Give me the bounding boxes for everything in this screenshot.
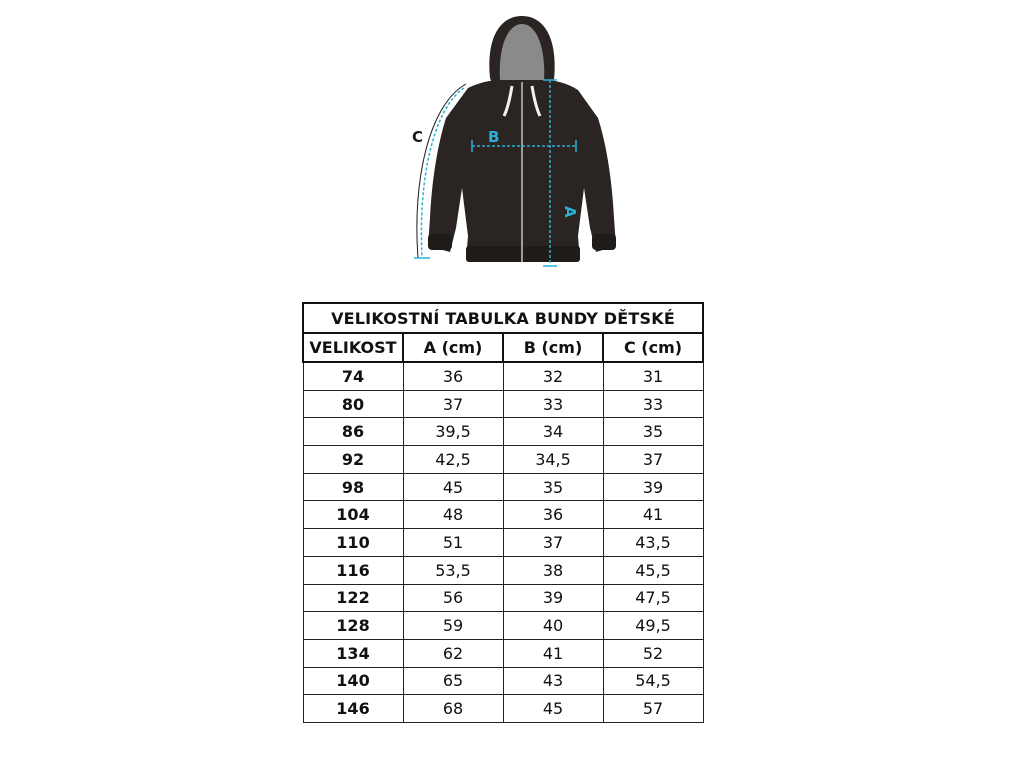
b-cell: 43 [503,667,603,695]
measure-b-label: B [488,128,500,146]
a-cell: 65 [403,667,503,695]
c-cell: 31 [603,362,703,390]
a-cell: 36 [403,362,503,390]
b-cell: 32 [503,362,603,390]
b-cell: 41 [503,639,603,667]
c-cell: 57 [603,695,703,723]
table-row [303,667,703,695]
jacket-illustration [400,8,630,270]
table-body [303,362,703,722]
a-cell: 68 [403,695,503,723]
size-cell: 74 [303,362,403,390]
b-cell: 45 [503,695,603,723]
b-cell: 36 [503,501,603,529]
b-cell: 35 [503,473,603,501]
table-row [303,390,703,418]
header-a-cm: A (cm) [403,333,503,362]
c-cell: 33 [603,390,703,418]
b-cell: 39 [503,584,603,612]
table-row [303,473,703,501]
table-row [303,446,703,474]
c-cell: 39 [603,473,703,501]
b-cell: 34,5 [503,446,603,474]
size-cell: 104 [303,501,403,529]
jacket-diagram [400,8,630,270]
c-cell: 41 [603,501,703,529]
a-cell: 42,5 [403,446,503,474]
a-cell: 53,5 [403,556,503,584]
right-cuff [592,234,616,250]
b-cell: 34 [503,418,603,446]
c-cell: 35 [603,418,703,446]
size-cell: 110 [303,529,403,557]
size-cell: 98 [303,473,403,501]
table-row [303,584,703,612]
c-cell: 45,5 [603,556,703,584]
table-row [303,639,703,667]
table-row [303,612,703,640]
c-cell: 47,5 [603,584,703,612]
table-row [303,556,703,584]
left-cuff [428,234,452,250]
size-cell: 140 [303,667,403,695]
c-cell: 37 [603,446,703,474]
a-cell: 45 [403,473,503,501]
c-cell: 49,5 [603,612,703,640]
a-cell: 48 [403,501,503,529]
size-cell: 92 [303,446,403,474]
b-cell: 33 [503,390,603,418]
size-cell: 146 [303,695,403,723]
table-header-row [303,333,703,362]
a-cell: 39,5 [403,418,503,446]
size-cell: 122 [303,584,403,612]
b-cell: 37 [503,529,603,557]
a-cell: 62 [403,639,503,667]
table-row [303,418,703,446]
table-row [303,362,703,390]
header-c-cm: C (cm) [603,333,703,362]
table-row [303,695,703,723]
size-cell: 116 [303,556,403,584]
c-cell: 54,5 [603,667,703,695]
a-cell: 56 [403,584,503,612]
size-table [302,302,704,723]
size-cell: 86 [303,418,403,446]
header-velikost: VELIKOST [303,333,403,362]
table-row [303,501,703,529]
b-cell: 40 [503,612,603,640]
table-row [303,529,703,557]
size-cell: 80 [303,390,403,418]
c-cell: 43,5 [603,529,703,557]
a-cell: 51 [403,529,503,557]
measure-c-label: C [412,128,424,146]
size-cell: 134 [303,639,403,667]
c-cell: 52 [603,639,703,667]
b-cell: 38 [503,556,603,584]
a-cell: 59 [403,612,503,640]
a-cell: 37 [403,390,503,418]
measure-a-label: A [561,206,579,218]
size-cell: 128 [303,612,403,640]
header-b-cm: B (cm) [503,333,603,362]
table-title: VELIKOSTNÍ TABULKA BUNDY DĚTSKÉ [303,303,703,333]
table-title-row [303,303,703,333]
